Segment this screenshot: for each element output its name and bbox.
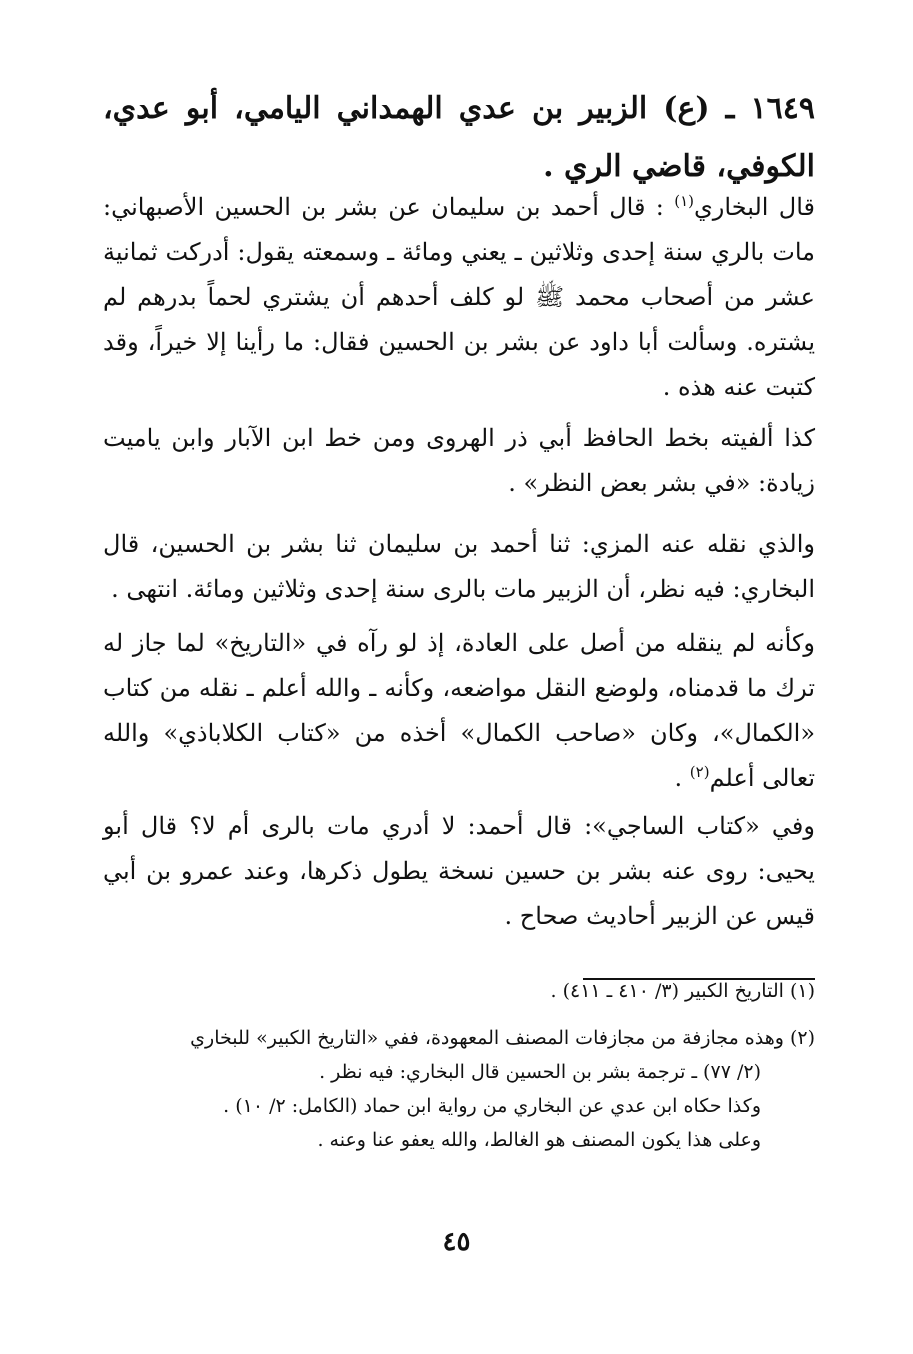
footnote-ref-1: (١) xyxy=(674,192,695,210)
paragraph-mizzi: والذي نقله عنه المزي: ثنا أحمد بن سليمان ثنا بشر بن الحسين، قال البخاري: فيه نظر، أن الزبير مات بالرى سنة إحدى وثلاثين ومائة. انتهى . xyxy=(103,530,815,603)
paragraph-alfaituhu: كذا ألفيته بخط الحافظ أبي ذر الهروى ومن خط ابن الآبار وابن ياميت زيادة: «في بشر بعض النظر» . xyxy=(103,424,815,497)
footnote-1: (١) التاريخ الكبير (٣/ ٤١٠ ـ ٤١١) . xyxy=(550,980,815,1002)
paragraph-text-end: : قال أحمد بن سليمان عن بشر بن الحسين الأصبهاني: مات بالري سنة إحدى وثلاثين ـ يعني ومائة ـ وسمعته يقول: أدركت ثمانية عشر من أصحاب محمد ﷺ لو كلف أحدهم أن يشتري لحماً بدرهم لم يشتره. وسألت أبا داود عن بشر بن الحسين فقال: ما رأينا إلا خيراً، وقد كتبت عنه هذه . xyxy=(103,193,815,401)
footnote-2-line: وعلى هذا يكون المصنف هو الغالط، والله يعفو عنا وعنه . xyxy=(317,1129,761,1151)
paragraph-text-end: . xyxy=(674,764,690,792)
paragraph-kamal xyxy=(103,621,815,801)
footnote-2-line: (٢) وهذه مجازفة من مجازفات المصنف المعهودة، ففي «التاريخ الكبير» للبخاري xyxy=(190,1027,815,1049)
footnote-2 xyxy=(103,1021,815,1157)
footnote-2-line: (٢/ ٧٧) ـ ترجمة بشر بن الحسين قال البخاري: فيه نظر . xyxy=(319,1061,761,1083)
footnote-ref-2: (٢) xyxy=(689,763,710,781)
page-number: ٤٥ xyxy=(442,1227,471,1257)
footnote-2-line: وكذا حكاه ابن عدي عن البخاري من رواية ابن حماد (الكامل: ٢/ ١٠) . xyxy=(223,1095,761,1117)
paragraph-text-start: قال البخاري xyxy=(694,193,815,221)
paragraph-text-start: وكأنه لم ينقله من أصل على العادة، إذ لو رآه في «التاريخ» لما جاز له ترك ما قدمناه، ولوضع النقل مواضعه، وكأنه ـ والله أعلم ـ نقله من كتاب «الكمال»، وكان «صاحب الكمال» أخذه من «كتاب الكلاباذي» والله تعالى أعلم xyxy=(103,629,815,792)
paragraph-saji: وفي «كتاب الساجي»: قال أحمد: لا أدري مات بالرى أم لا؟ قال أبو يحيى: روى عنه بشر بن حسين نسخة يطول ذكرها، وعند عمرو بن أبي قيس عن الزبير أحاديث صحاح . xyxy=(103,812,815,930)
paragraph-bukhari-quote xyxy=(103,185,815,410)
entry-heading: ١٦٤٩ ـ (ع) الزبير بن عدي الهمداني اليامي، أبو عدي، الكوفي، قاضي الري . xyxy=(103,91,815,184)
